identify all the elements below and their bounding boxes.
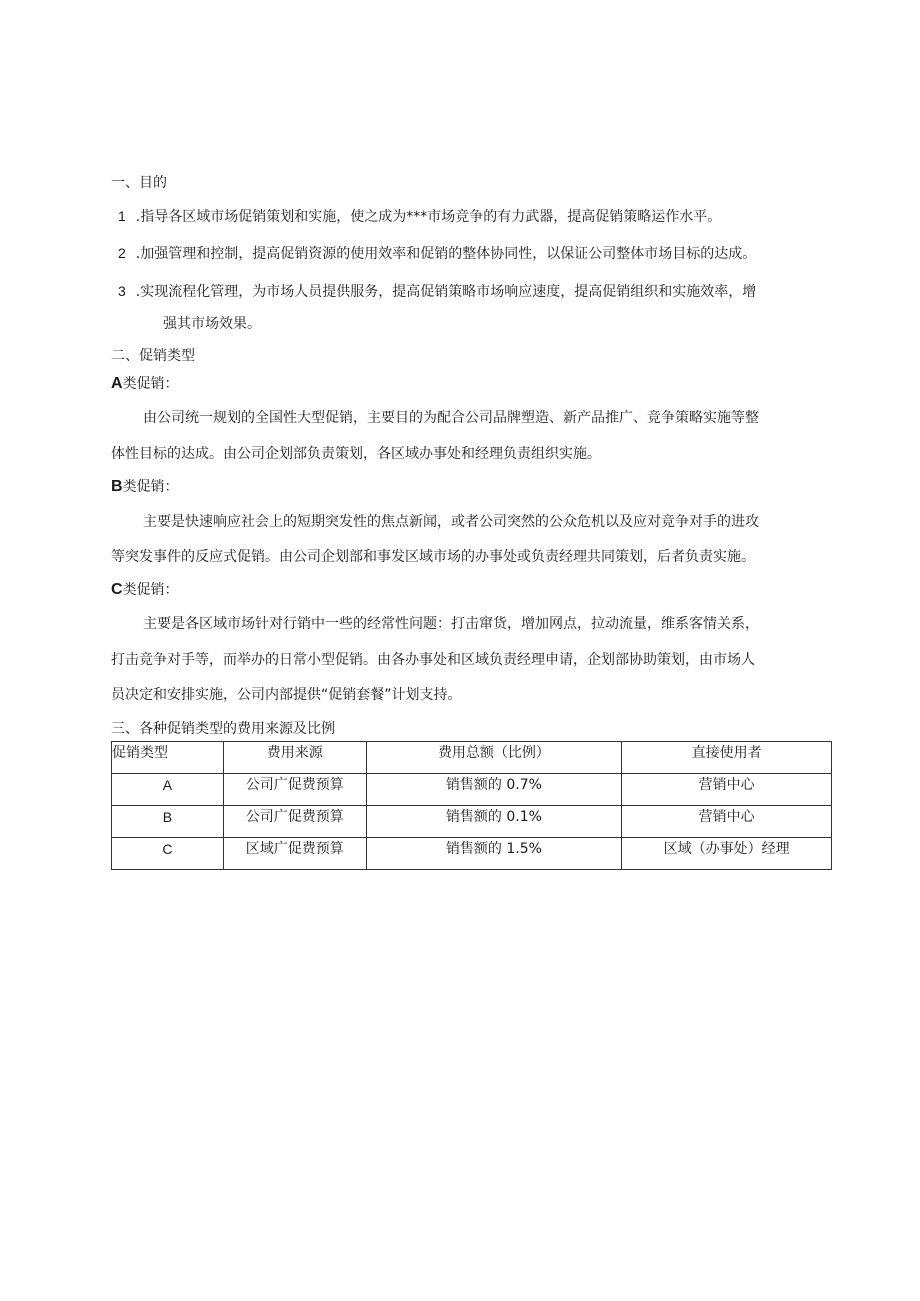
table-header-cell: 费用来源 [223, 742, 366, 774]
type-c-line-1: 主要是各区域市场针对行销中一些的经常性问题：打击窜货，增加网点，拉动流量，维系客情关系， [143, 616, 759, 632]
section1-item-3 [118, 281, 756, 302]
type-letter: A [111, 375, 123, 392]
type-c-line-3: 员决定和安排实施，公司内部提供“促销套餐”计划支持。 [111, 687, 462, 703]
table-row [112, 838, 832, 870]
table-cell: 区域（办事处）经理 [622, 838, 832, 870]
section2-title: 二、促销类型 [111, 348, 195, 364]
type-letter: C [111, 581, 123, 598]
table-cell: 营销中心 [622, 774, 832, 806]
type-b-heading [111, 477, 179, 497]
table-cell: C [112, 838, 224, 870]
table-cell: A [112, 774, 224, 806]
section3-title: 三、各种促销类型的费用来源及比例 [111, 721, 335, 737]
type-b-line-1: 主要是快速响应社会上的短期突发性的焦点新闻，或者公司突然的公众危机以及应对竞争对手的进攻 [143, 514, 759, 530]
item-text: .加强管理和控制，提高促销资源的使用效率和促销的整体协同性，以保证公司整体市场目标的达成。 [135, 246, 757, 262]
table-cell: 营销中心 [622, 806, 832, 838]
item-number: 1 [118, 208, 126, 224]
type-a-line-2: 体性目标的达成。由公司企划部负责策划，各区域办事处和经理负责组织实施。 [111, 446, 601, 462]
type-letter: B [111, 478, 123, 495]
table-header-cell: 促销类型 [112, 742, 224, 774]
section1-title: 一、目的 [111, 175, 167, 191]
type-b-line-2: 等突发事件的反应式促销。由公司企划部和事发区域市场的办事处或负责经理共同策划，后者负责实施。 [111, 549, 755, 565]
type-a-heading [111, 374, 179, 394]
table-header-cell: 直接使用者 [622, 742, 832, 774]
item-number: 2 [118, 245, 126, 261]
table-cell: 区域广促费预算 [223, 838, 366, 870]
table-cell: B [112, 806, 224, 838]
table-header-row [112, 742, 832, 774]
item-text: .指导各区域市场促销策划和实施，使之成为***市场竞争的有力武器，提高促销策略运作水平。 [135, 209, 722, 225]
table-row [112, 806, 832, 838]
table-cell: 销售额的 0.1% [366, 806, 622, 838]
type-label: 类促销： [122, 376, 179, 392]
table-cell: 公司广促费预算 [223, 774, 366, 806]
type-a-line-1: 由公司统一规划的全国性大型促销，主要目的为配合公司品牌塑造、新产品推广、竞争策略实施等整 [143, 410, 759, 426]
table-row [112, 774, 832, 806]
section1-item-1 [118, 206, 721, 227]
type-c-heading [111, 580, 179, 600]
expense-table [111, 741, 832, 870]
section1-item-2 [118, 243, 756, 264]
section1-item-3-continuation: 强其市场效果。 [163, 316, 261, 332]
type-c-line-2: 打击竞争对手等，而举办的日常小型促销。由各办事处和区域负责经理申请，企划部协助策划，由市场人 [111, 652, 755, 668]
item-text: .实现流程化管理，为市场人员提供服务，提高促销策略市场响应速度，提高促销组织和实施效率，增 [135, 284, 757, 300]
item-number: 3 [118, 283, 126, 299]
table-cell: 销售额的 0.7% [366, 774, 622, 806]
type-label: 类促销： [122, 582, 179, 598]
table-cell: 公司广促费预算 [223, 806, 366, 838]
table-cell: 销售额的 1.5% [366, 838, 622, 870]
type-label: 类促销： [122, 479, 179, 495]
table-header-cell: 费用总额（比例） [366, 742, 622, 774]
